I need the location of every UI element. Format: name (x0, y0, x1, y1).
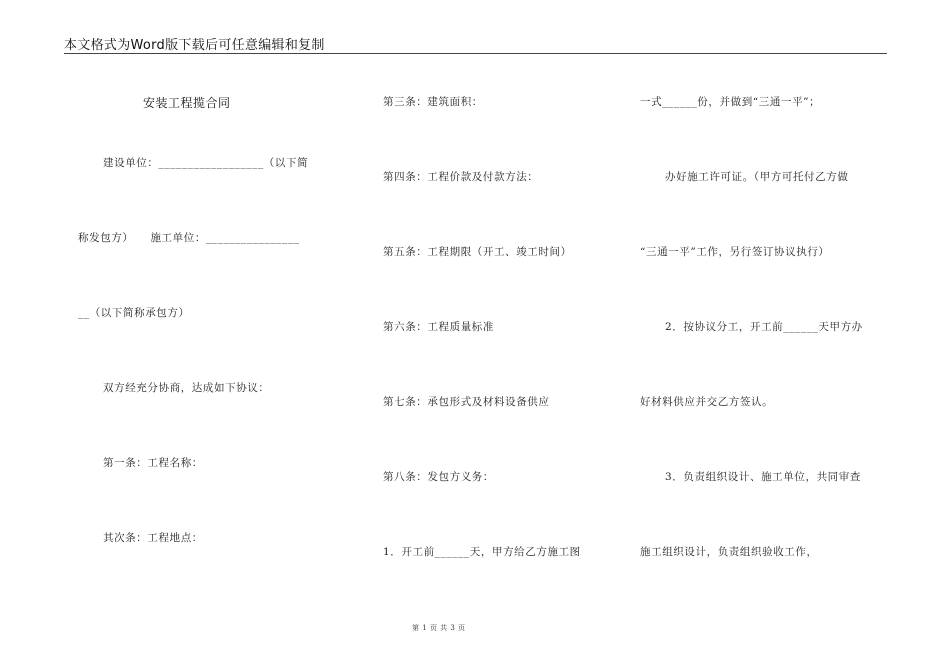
text-line: 2．按协议分工，开工前______天甲方办 (665, 321, 863, 333)
contract-title: 安装工程揽合同 (143, 96, 231, 110)
text-line: 第七条：承包形式及材料设备供应 (383, 396, 550, 408)
page-number: 第 1 页 共 3 页 (412, 624, 466, 632)
document-header: 本文格式为Word版下载后可任意编辑和复制 (64, 38, 325, 53)
text-line: 第五条：工程期限（开工、竣工时间） (383, 246, 572, 258)
text-line: 第八条：发包方义务： (383, 471, 494, 483)
text-line: 第四条：工程价款及付款方法： (383, 171, 539, 183)
text-line: 第三条：建筑面积： (383, 96, 483, 108)
header-divider (64, 53, 887, 54)
text-line: 称发包方） 施工单位：________________ (78, 232, 300, 244)
text-line: __（以下简称承包方） (78, 307, 190, 319)
text-line: 建设单位：__________________（以下简 (103, 157, 309, 169)
text-line: 办好施工许可证。（甲方可托付乙方做 (665, 171, 849, 183)
text-line: 第一条：工程名称： (103, 457, 203, 469)
text-line: 第六条：工程质量标准 (383, 321, 494, 333)
text-line: 施工组织设计，负责组织验收工作， (640, 546, 818, 558)
text-line: 3．负责组织设计、施工单位，共同审查 (665, 471, 861, 483)
text-line: “三通一平”工作，另行签订协议执行） (640, 246, 830, 258)
text-line: 一式______份，并做到“三通一平”； (640, 96, 821, 108)
text-line: 好材料供应并交乙方签认。 (640, 396, 774, 408)
text-line: 1．开工前______天，甲方给乙方施工图 (383, 546, 581, 558)
text-line: 双方经充分协商，达成如下协议： (103, 382, 270, 394)
text-line: 其次条：工程地点： (103, 532, 203, 544)
